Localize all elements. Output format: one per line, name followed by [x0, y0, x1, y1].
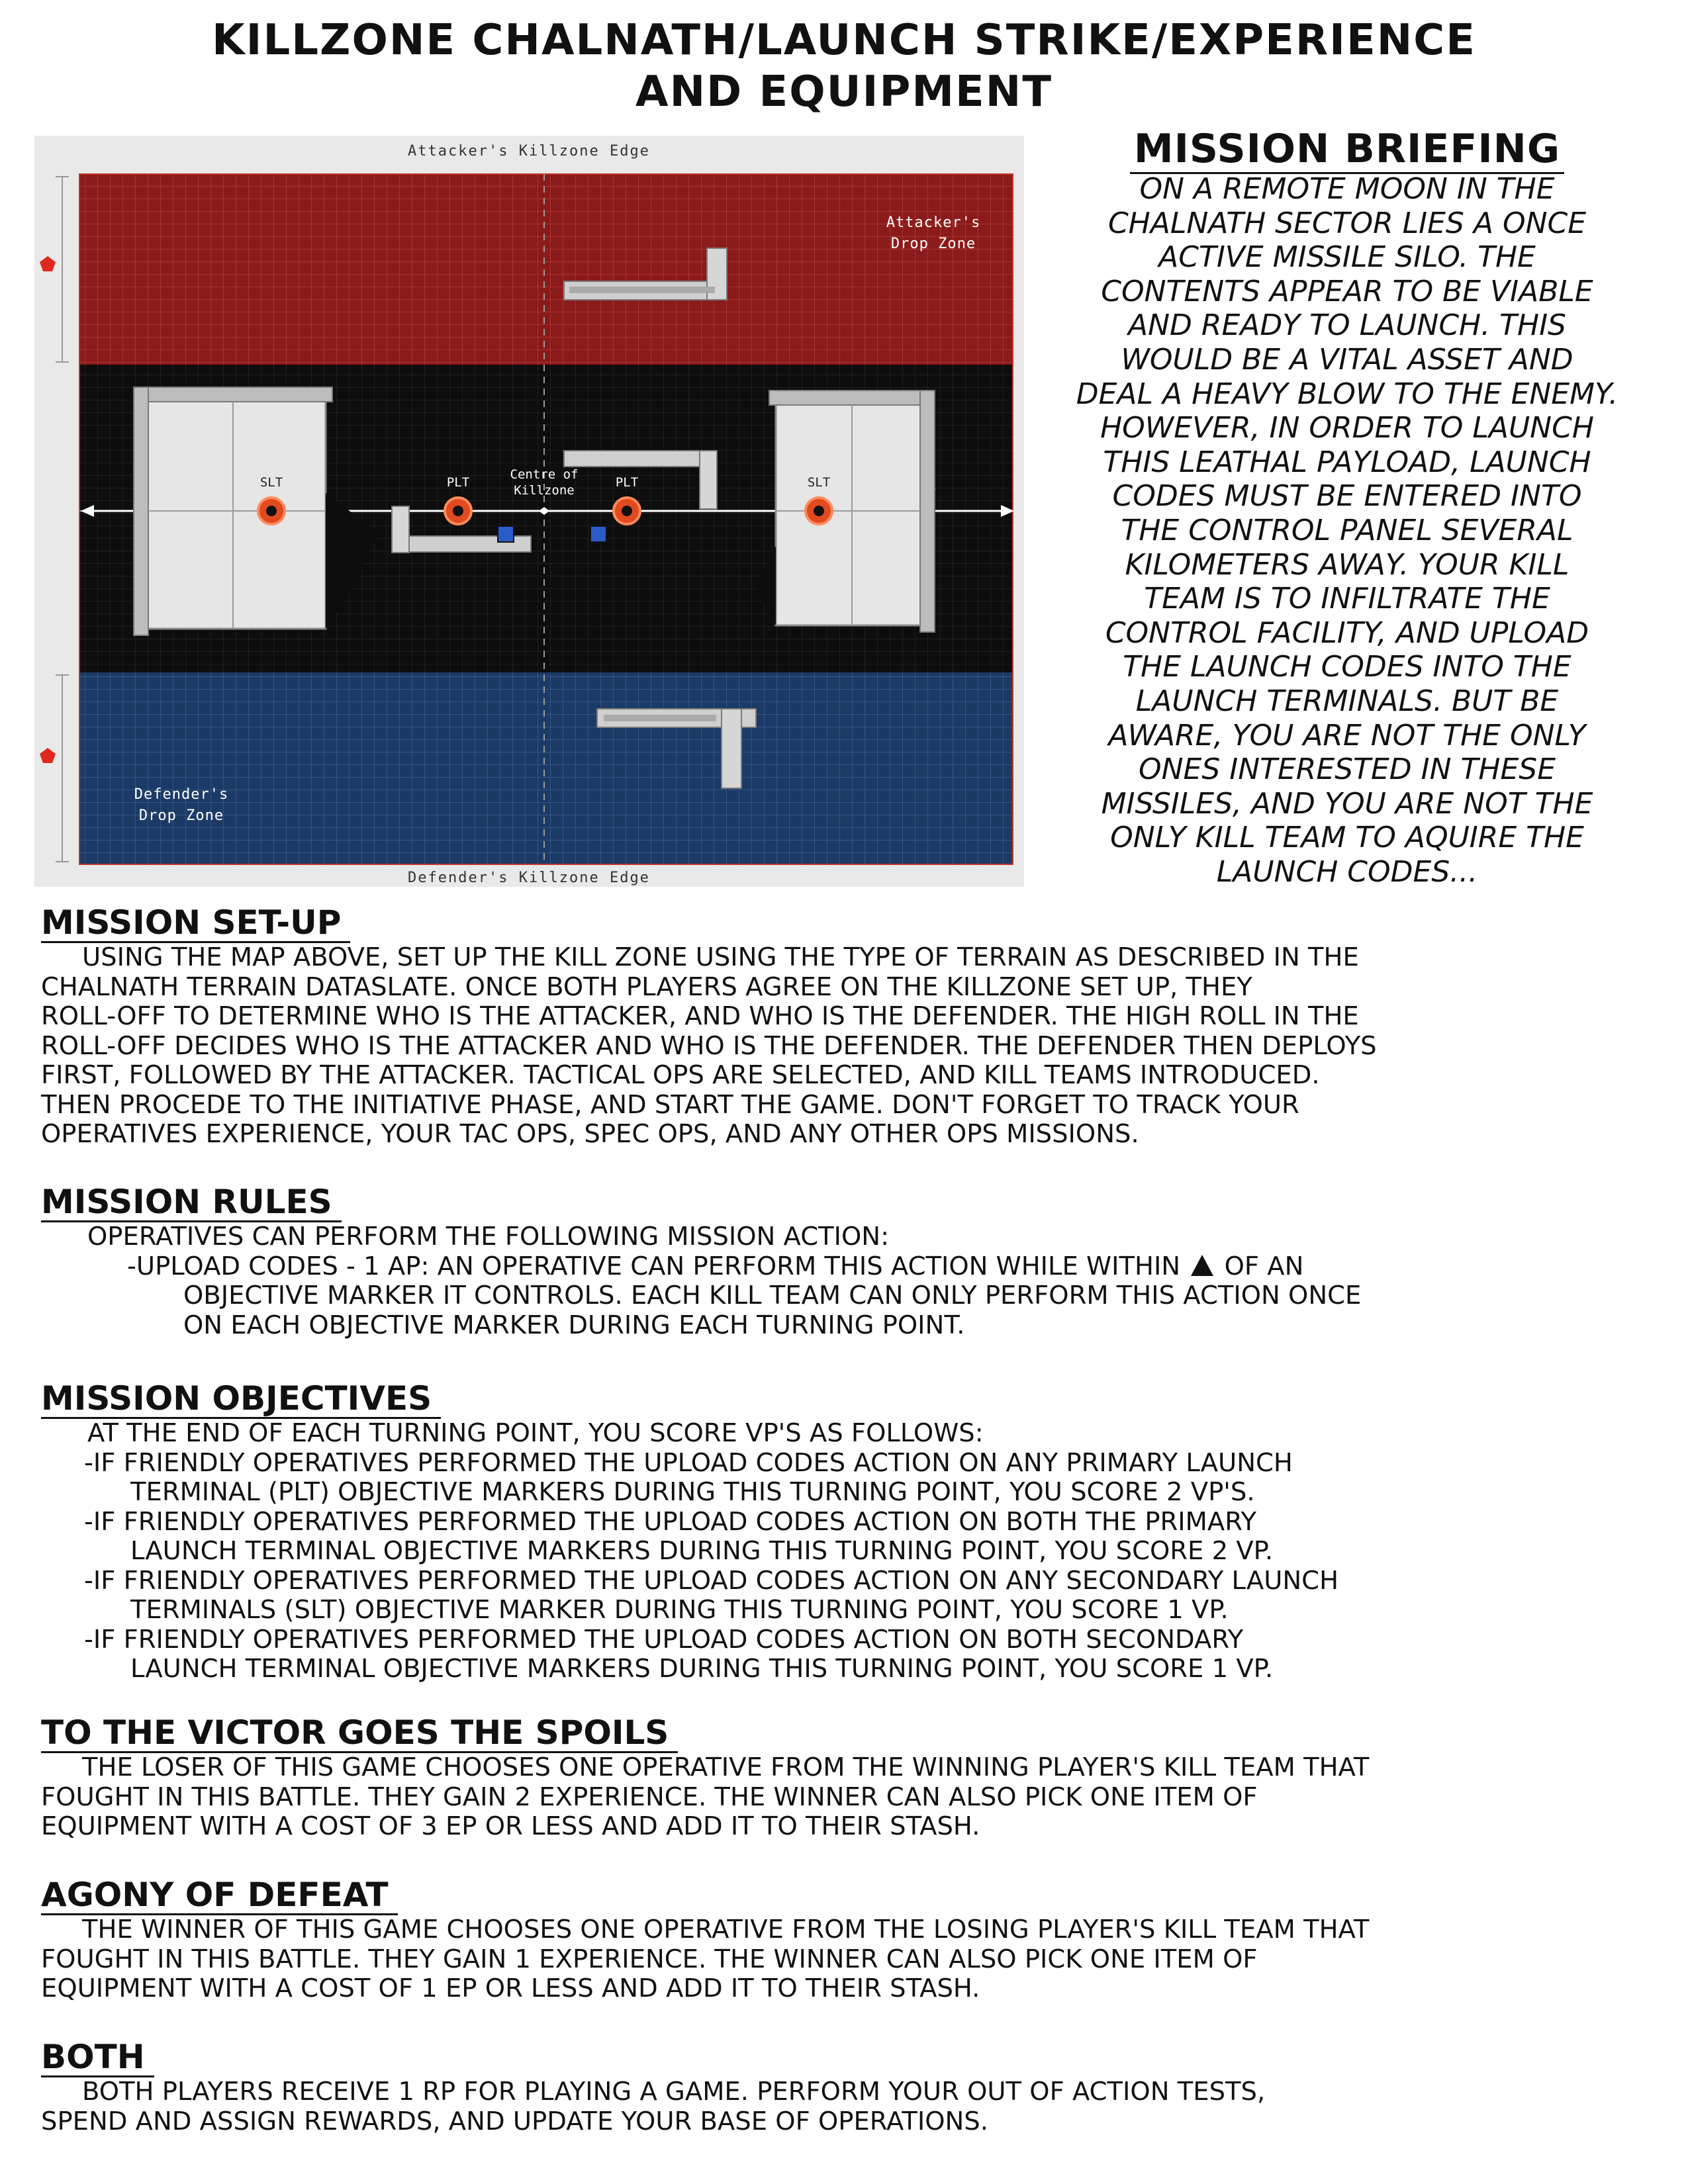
- rules-action-line: OBJECTIVE MARKER IT CONTROLS. EACH KILL TEAM CAN ONLY PERFORM THIS ACTION ONCE: [183, 1281, 1362, 1310]
- briefing-line: CONTENTS APPEAR TO BE VIABLE: [1101, 274, 1593, 308]
- briefing-line: ONES INTERESTED IN THESE: [1138, 752, 1556, 787]
- setup-heading: MISSION SET-UP: [41, 904, 350, 943]
- briefing-line: ON A REMOTE MOON IN THE: [1139, 172, 1555, 206]
- briefing-line: HOWEVER, IN ORDER TO LAUNCH: [1100, 411, 1594, 445]
- victor-line: THE LOSER OF THIS GAME CHOOSES ONE OPERATIVE FROM THE WINNING PLAYER'S KILL TEAM THAT: [82, 1752, 1370, 1782]
- objective-line: TERMINAL (PLT) OBJECTIVE MARKERS DURING THIS TURNING POINT, YOU SCORE 2 VP'S.: [130, 1477, 1255, 1507]
- attacker-drop-label-2: Drop Zone: [890, 236, 976, 252]
- defeat-line: FOUGHT IN THIS BATTLE. THEY GAIN 1 EXPERIENCE. THE WINNER CAN ALSO PICK ONE ITEM OF: [41, 1944, 1258, 1974]
- briefing-line: LAUNCH TERMINALS. BUT BE: [1135, 684, 1559, 718]
- setup-line: CHALNATH TERRAIN DATASLATE. ONCE BOTH PLAYERS AGREE ON THE KILLZONE SET UP, THEY: [41, 972, 1252, 1002]
- rules-lead: OPERATIVES CAN PERFORM THE FOLLOWING MISSION ACTION:: [87, 1222, 890, 1251]
- briefing-line: MISSILES, AND YOU ARE NOT THE: [1101, 786, 1593, 821]
- title-line-2: AND EQUIPMENT: [635, 68, 1053, 116]
- briefing-line: ACTIVE MISSILE SILO. THE: [1158, 240, 1536, 275]
- briefing-line: CHALNATH SECTOR LIES A ONCE: [1107, 206, 1587, 240]
- both-section: [41, 2038, 1656, 2136]
- victor-line: FOUGHT IN THIS BATTLE. THEY GAIN 2 EXPERIENCE. THE WINNER CAN ALSO PICK ONE ITEM OF: [41, 1782, 1258, 1812]
- objective-item: [41, 1625, 1656, 1684]
- both-line: BOTH PLAYERS RECEIVE 1 RP FOR PLAYING A GAME. PERFORM YOUR OUT OF ACTION TESTS,: [82, 2077, 1266, 2107]
- setup-line: FIRST, FOLLOWED BY THE ATTACKER. TACTICAL OPS ARE SELECTED, AND KILL TEAMS INTRODUCED.: [41, 1060, 1320, 1090]
- setup-line: ROLL-OFF DECIDES WHO IS THE ATTACKER AND WHO IS THE DEFENDER. THE DEFENDER THEN DEPLOYS: [41, 1030, 1377, 1061]
- defeat-line: EQUIPMENT WITH A COST OF 1 EP OR LESS AND ADD IT TO THEIR STASH.: [41, 1974, 980, 2003]
- setup-line: ROLL-OFF TO DETERMINE WHO IS THE ATTACKER, AND WHO IS THE DEFENDER. THE HIGH ROLL IN THE: [41, 1001, 1359, 1031]
- both-heading: BOTH: [41, 2038, 154, 2077]
- objectives-lead: AT THE END OF EACH TURNING POINT, YOU SCORE VP'S AS FOLLOWS:: [87, 1418, 984, 1448]
- terrain-right-building: [756, 390, 935, 632]
- victor-section: [41, 1714, 1656, 1842]
- objective-line: -IF FRIENDLY OPERATIVES PERFORMED THE UPLOAD CODES ACTION ON BOTH THE PRIMARY: [84, 1506, 1256, 1537]
- attacker-drop-label-1: Attacker's: [886, 214, 981, 231]
- mission-rules-section: [41, 1183, 1656, 1340]
- plt-right-label: PLT: [615, 475, 639, 490]
- objective-line: -IF FRIENDLY OPERATIVES PERFORMED THE UPLOAD CODES ACTION ON BOTH SECONDARY: [84, 1624, 1244, 1655]
- briefing-line: CODES MUST BE ENTERED INTO: [1112, 479, 1582, 514]
- triangle-range-icon: [1191, 1255, 1213, 1276]
- objective-item: [41, 1567, 1656, 1625]
- defeat-line: THE WINNER OF THIS GAME CHOOSES ONE OPERATIVE FROM THE LOSING PLAYER'S KILL TEAM THAT: [82, 1915, 1370, 1944]
- briefing-line: TEAM IS TO INFILTRATE THE: [1144, 582, 1550, 616]
- briefing-line: AND READY TO LAUNCH. THIS: [1128, 308, 1566, 343]
- briefing-line: THE CONTROL PANEL SEVERAL: [1121, 513, 1573, 547]
- objective-line: TERMINALS (SLT) OBJECTIVE MARKER DURING THIS TURNING POINT, YOU SCORE 1 VP.: [130, 1595, 1229, 1625]
- objective-line: -IF FRIENDLY OPERATIVES PERFORMED THE UPLOAD CODES ACTION ON ANY PRIMARY LAUNCH: [84, 1447, 1293, 1478]
- objective-item: [41, 1449, 1656, 1508]
- slt-right-label: SLT: [807, 475, 831, 490]
- objective-item: [41, 1508, 1656, 1567]
- victor-heading: TO THE VICTOR GOES THE SPOILS: [41, 1714, 678, 1753]
- setup-line: THEN PROCEDE TO THE INITIATIVE PHASE, AND START THE GAME. DON'T FORGET TO TRACK YOUR: [41, 1089, 1299, 1120]
- objective-line: -IF FRIENDLY OPERATIVES PERFORMED THE UPLOAD CODES ACTION ON ANY SECONDARY LAUNCH: [84, 1565, 1339, 1596]
- defender-drop-label-2: Drop Zone: [138, 807, 224, 824]
- briefing-line: AWARE, YOU ARE NOT THE ONLY: [1108, 718, 1586, 752]
- defender-edge-label: Defender's Killzone Edge: [408, 870, 650, 886]
- defeat-heading: AGONY OF DEFEAT: [41, 1876, 398, 1915]
- rules-action-line: ON EACH OBJECTIVE MARKER DURING EACH TURNING POINT.: [183, 1310, 965, 1340]
- briefing-line: ONLY KILL TEAM TO AQUIRE THE: [1110, 821, 1584, 855]
- centre-label-2: Killzone: [514, 483, 575, 498]
- attacker-edge-label: Attacker's Killzone Edge: [408, 143, 650, 159]
- briefing-line: WOULD BE A VITAL ASSET AND: [1121, 342, 1573, 377]
- mission-objectives-section: [41, 1380, 1656, 1684]
- briefing-heading: MISSION BRIEFING: [1029, 126, 1665, 172]
- plt-left-label: PLT: [446, 475, 470, 490]
- rules-action-text-a: -UPLOAD CODES - 1 AP: AN OPERATIVE CAN PERFORM THIS ACTION WHILE WITHIN: [127, 1251, 1181, 1281]
- defeat-section: [41, 1876, 1656, 2004]
- briefing-line: KILOMETERS AWAY. YOUR KILL: [1125, 547, 1570, 582]
- rules-action-text-b: OF AN: [1224, 1251, 1304, 1281]
- setup-line: OPERATIVES EXPERIENCE, YOUR TAC OPS, SPEC OPS, AND ANY OTHER OPS MISSIONS.: [41, 1119, 1139, 1149]
- defender-drop-label-1: Defender's: [134, 786, 229, 803]
- attacker-zone-grid: [79, 174, 1013, 365]
- blue-token-left: [498, 526, 514, 542]
- rules-action: [41, 1252, 1656, 1282]
- victor-line: EQUIPMENT WITH A COST OF 3 EP OR LESS AND ADD IT TO THEIR STASH.: [41, 1811, 980, 1841]
- killzone-map-svg: [34, 136, 1024, 887]
- defender-zone-grid: [79, 672, 1013, 864]
- mission-briefing: [1029, 126, 1665, 889]
- blue-token-right: [590, 526, 606, 542]
- page-title: [0, 15, 1688, 118]
- briefing-line: LAUNCH CODES...: [1216, 854, 1478, 889]
- briefing-line: THE LAUNCH CODES INTO THE: [1123, 650, 1571, 684]
- mission-setup-section: [41, 904, 1656, 1150]
- objective-line: LAUNCH TERMINAL OBJECTIVE MARKERS DURING THIS TURNING POINT, YOU SCORE 2 VP.: [130, 1536, 1274, 1566]
- rules-heading: MISSION RULES: [41, 1183, 342, 1222]
- objective-line: LAUNCH TERMINAL OBJECTIVE MARKERS DURING THIS TURNING POINT, YOU SCORE 1 VP.: [130, 1654, 1274, 1684]
- both-line: SPEND AND ASSIGN REWARDS, AND UPDATE YOUR BASE OF OPERATIONS.: [41, 2106, 988, 2136]
- briefing-line: CONTROL FACILITY, AND UPLOAD: [1105, 615, 1589, 650]
- title-line-1: KILLZONE CHALNATH/LAUNCH STRIKE/EXPERIENCE: [212, 16, 1476, 65]
- slt-left-label: SLT: [259, 475, 283, 490]
- setup-line: USING THE MAP ABOVE, SET UP THE KILL ZONE USING THE TYPE OF TERRAIN AS DESCRIBED IN THE: [82, 942, 1359, 972]
- briefing-line: DEAL A HEAVY BLOW TO THE ENEMY.: [1076, 377, 1618, 411]
- objectives-heading: MISSION OBJECTIVES: [41, 1380, 441, 1419]
- killzone-map: [34, 136, 1024, 887]
- centre-label-1: Centre of: [510, 467, 579, 482]
- briefing-line: THIS LEATHAL PAYLOAD, LAUNCH: [1103, 445, 1591, 479]
